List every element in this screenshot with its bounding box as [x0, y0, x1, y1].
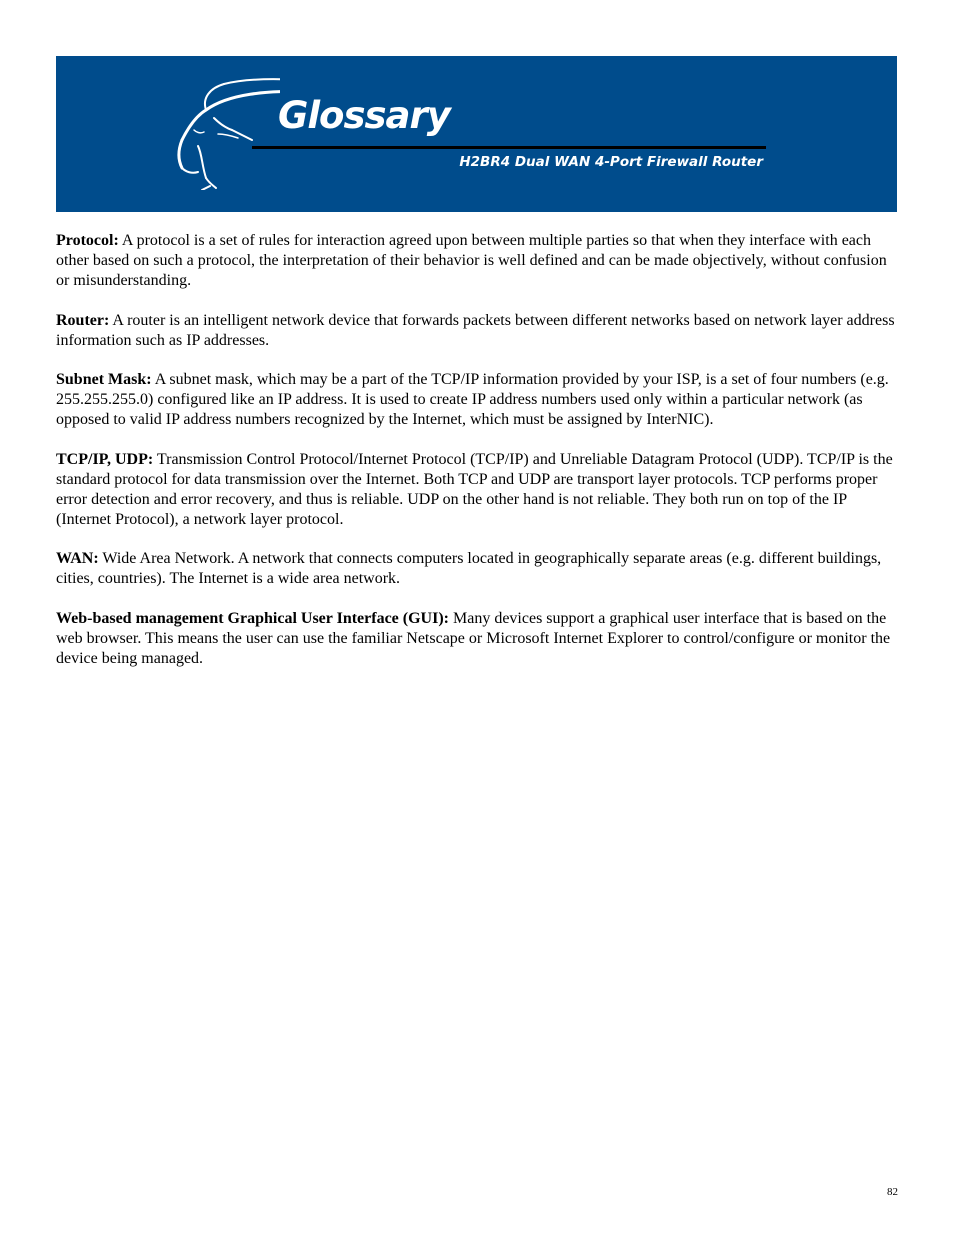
glossary-definition: Many devices support a graphical user interface that is based on the web browser. This means the user can use the familiar Netscape or Microsoft Internet Explorer to control/configure or monitor the device being managed.	[56, 609, 891, 667]
title-underline	[252, 146, 766, 149]
glossary-entry-router	[56, 311, 901, 351]
glossary-term: Protocol:	[56, 232, 119, 249]
header-banner	[56, 56, 897, 212]
page-number: 82	[887, 1186, 898, 1198]
glossary-list	[56, 231, 901, 688]
glossary-definition: A router is an intelligent network device that forwards packets between different networks based on network layer address information such as IP addresses.	[56, 311, 895, 349]
glossary-entry-tcp-ip-udp	[56, 450, 901, 530]
glossary-term: WAN:	[56, 550, 99, 567]
product-name: H2BR4 Dual WAN 4-Port Firewall Router	[459, 154, 763, 170]
glossary-entry-wan	[56, 549, 901, 589]
glossary-entry-subnet-mask	[56, 370, 901, 430]
glossary-entry-web-gui	[56, 609, 901, 669]
page-title: Glossary	[278, 94, 450, 137]
eagle-head-logo-icon	[168, 74, 280, 190]
glossary-definition: Transmission Control Protocol/Internet Protocol (TCP/IP) and Unreliable Datagram Protocol (UDP). TCP/IP is the standard protocol for data transmission over the Internet. Both TCP and UDP are transport layer protocols. TCP performs proper error detection and error recovery, and thus is reliable. UDP on the other hand is not reliable. They both run on top of the IP (Internet Protocol), a network layer protocol.	[56, 450, 893, 528]
glossary-definition: A subnet mask, which may be a part of the TCP/IP information provided by your ISP, is a set of four numbers (e.g. 255.255.255.0) configured like an IP address. It is used to create IP address numbers used only within a particular network (as opposed to valid IP address numbers recognized by the Internet, which must be assigned by InterNIC).	[56, 371, 889, 428]
glossary-definition: Wide Area Network. A network that connects computers located in geographically separate areas (e.g. different buildings, cities, countries). The Internet is a wide area network.	[56, 550, 882, 587]
glossary-term: TCP/IP, UDP:	[56, 450, 154, 468]
glossary-definition: A protocol is a set of rules for interaction agreed upon between multiple parties so that when they interface with each other based on such a protocol, the interpretation of their behavior is well defined and can be made objectively, without confusion or misunderstanding.	[56, 232, 887, 289]
glossary-term: Router:	[56, 311, 110, 329]
glossary-term: Subnet Mask:	[56, 371, 152, 388]
glossary-entry-protocol	[56, 231, 901, 291]
glossary-term: Web-based management Graphical User Interface (GUI):	[56, 609, 449, 627]
